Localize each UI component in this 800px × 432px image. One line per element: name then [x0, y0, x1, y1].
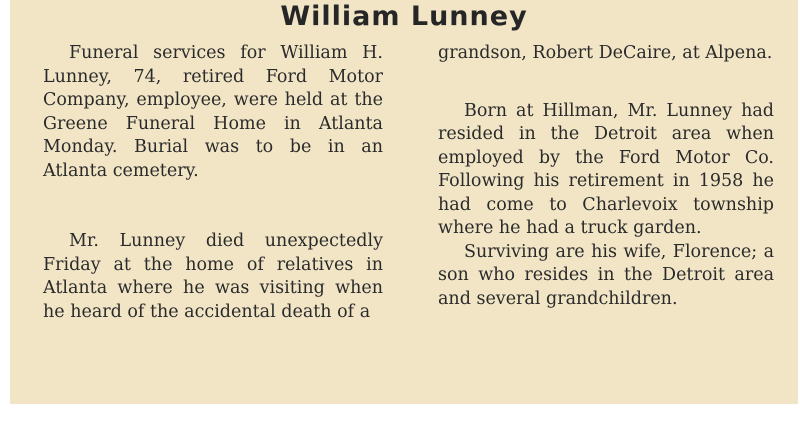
paragraph-funeral-services: Funeral services for William H. Lunney, 74, retired Ford Motor Company, employee, were held at the Greene Funeral Home in Atlanta Monday. Burial was to be in an Atlanta cemetery. [43, 43, 383, 181]
paragraph-biography: Born at Hillman, Mr. Lunney had resided in the Detroit area when employed by the Ford Motor Co. Following his retirement in 1958 he had come to Charlevoix township where he had a truck garden. [438, 100, 774, 238]
paragraph-gap [43, 183, 383, 230]
headline: William Lunney [280, 1, 528, 32]
right-column [438, 42, 774, 311]
paragraph-continuation: grandson, Robert DeCaire, at Alpena. [438, 43, 773, 63]
paragraph-death-circumstances: Mr. Lunney died unexpectedly Friday at the home of relatives in Atlanta where he was visiting when he heard of the accidental death of a [43, 231, 383, 322]
left-column [43, 42, 383, 324]
paragraph-survivors: Surviving are his wife, Florence; a son who resides in the Detroit area and several grandchildren. [438, 241, 774, 309]
paragraph-gap [438, 66, 774, 100]
newspaper-clipping [10, 0, 798, 404]
